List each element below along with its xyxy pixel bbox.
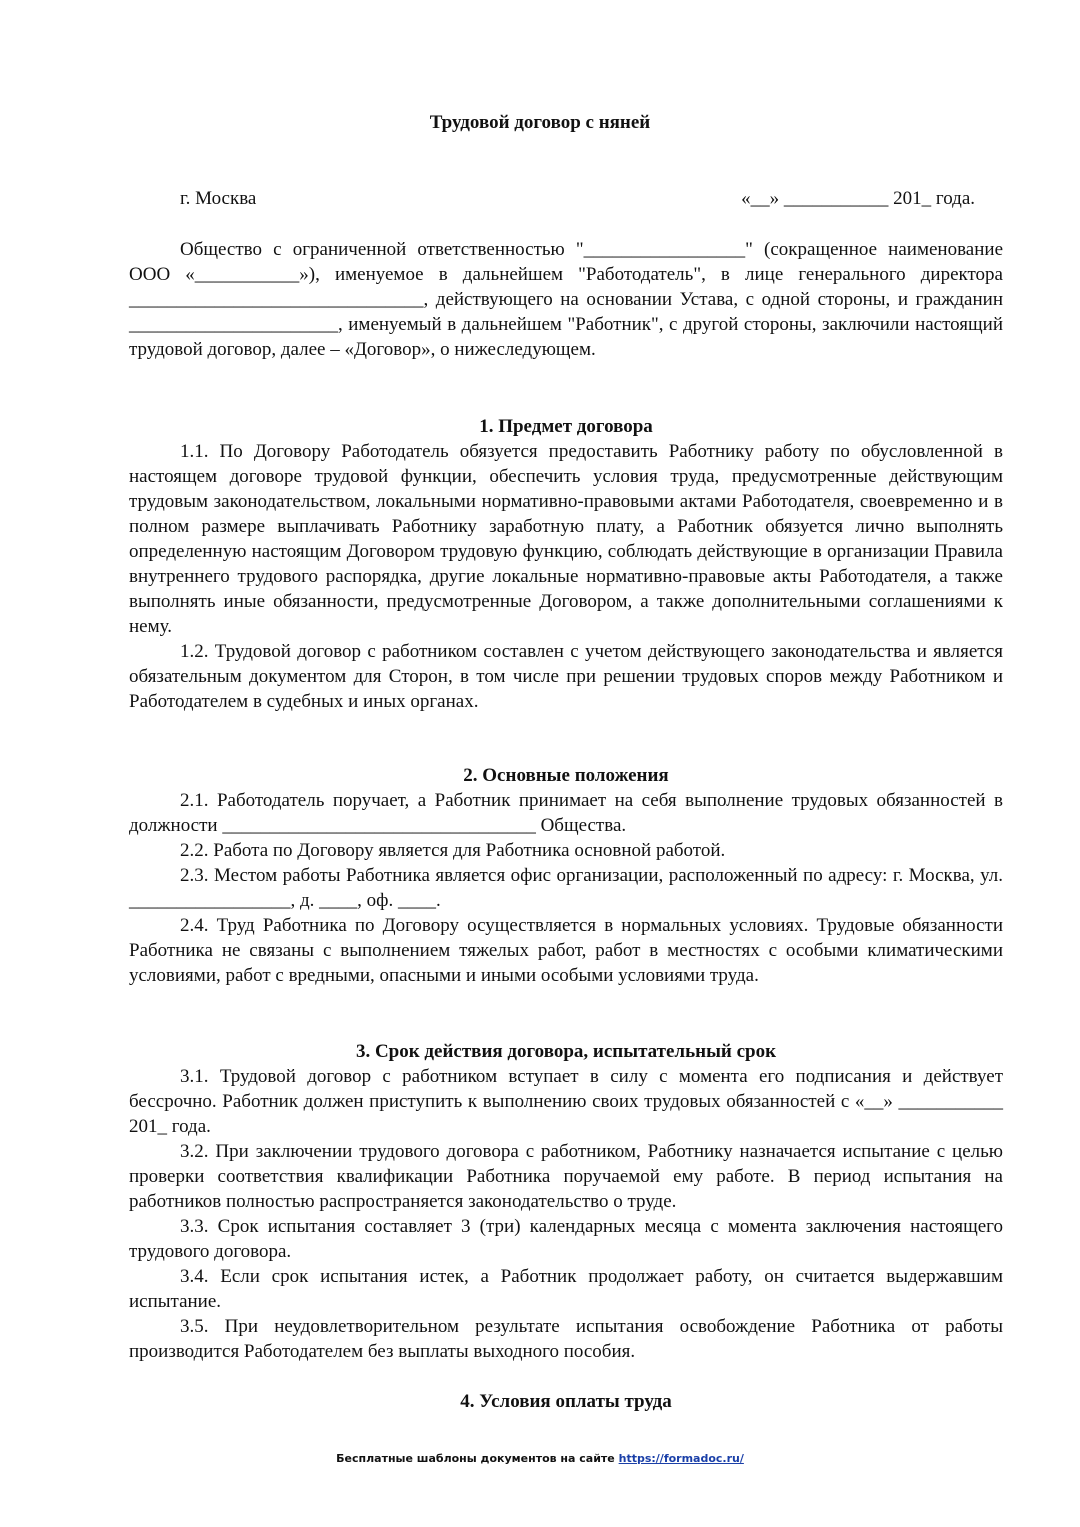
paragraph-3-4: 3.4. Если срок испытания истек, а Работник продолжает работу, он считается выдержавшим испытание. [129,1266,1003,1312]
paragraph-2-2: 2.2. Работа по Договору является для Работника основной работой. [180,840,726,861]
section-2 [129,763,1003,988]
city: г. Москва [180,188,257,209]
city-date-row [180,188,975,210]
paragraph-3-2: 3.2. При заключении трудового договора с работником, Работнику назначается испытание с целью проверки соответствия квалификации Работника поручаемой ему работе. В период испытания на работников полностью распространяется законодательство о труде. [129,1141,1003,1212]
section-heading: 4. Условия оплаты труда [460,1391,672,1412]
section-heading: 1. Предмет договора [479,416,653,437]
section-1 [129,414,1003,714]
paragraph-2-1: 2.1. Работодатель поручает, а Работник принимает на себя выполнение трудовых обязанностей в должности _________________________________ Общества. [129,790,1003,836]
intro-block [129,237,1003,362]
section-heading: 2. Основные положения [463,765,669,786]
paragraph-3-1: 3.1. Трудовой договор с работником вступает в силу с момента его подписания и действует бессрочно. Работник должен приступить к выполнению своих трудовых обязанностей с «__» ___________ 201_ года. [129,1066,1003,1137]
paragraph-1-2: 1.2. Трудовой договор с работником составлен с учетом действующего законодательства и является обязательным документом для Сторон, в том числе при решении трудовых споров между Работником и Работодателем в судебных и иных органах. [129,641,1003,712]
paragraph-1-1: 1.1. По Договору Работодатель обязуется предоставить Работнику работу по обусловленной в настоящем договоре трудовой функции, обеспечить условия труда, предусмотренные действующим трудовым законодательством, локальными нормативно-правовыми актами Работодателя, своевременно и в полном размере выплачивать Работнику заработную плату, а Работник обязуется лично выполнять определенную настоящим Договором трудовую функцию, соблюдать действующие в организации Правила внутреннего трудового распорядка, другие локальные нормативно-правовые акты Работодателя, а также выполнять иные обязанности, предусмотренные Договором, а также дополнительными соглашениями к нему. [129,441,1003,637]
footer-text: Бесплатные шаблоны документов на сайте [336,1452,615,1465]
paragraph-3-3: 3.3. Срок испытания составляет 3 (три) календарных месяца с момента заключения настоящего трудового договора. [129,1216,1003,1262]
section-4 [129,1389,1003,1414]
paragraph-2-3: 2.3. Местом работы Работника является офис организации, расположенный по адресу: г. Москва, ул. _________________, д. ____, оф. ____. [129,865,1003,911]
footer-link[interactable]: https://formadoc.ru/ [618,1452,744,1465]
intro-paragraph: Общество с ограниченной ответственностью "_________________" (сокращенное наименование ООО «___________»), именуемое в дальнейшем "Работодатель", в лице генерального директора _______________________________, действующего на основании Устава, с одной стороны, и гражданин ______________________, именуемый в дальнейшем "Работник", с другой стороны, заключили настоящий трудовой договор, далее – «Договор», о нижеследующем. [129,239,1003,360]
paragraph-2-4: 2.4. Труд Работника по Договору осуществляется в нормальных условиях. Трудовые обязанности Работника не связаны с выполнением тяжелых работ, работ в местностях с особыми климатическими условиями, работ с вредными, опасными и иными особыми условиями труда. [129,915,1003,986]
section-heading: 3. Срок действия договора, испытательный срок [355,1041,777,1062]
document-title: Трудовой договор с няней [429,112,651,133]
contract-date: «__» ___________ 201_ года. [741,188,975,209]
section-3 [129,1039,1003,1364]
footer [0,1452,1080,1465]
paragraph-3-5: 3.5. При неудовлетворительном результате испытания освобождение Работника от работы производится Работодателем без выплаты выходного пособия. [129,1316,1003,1362]
